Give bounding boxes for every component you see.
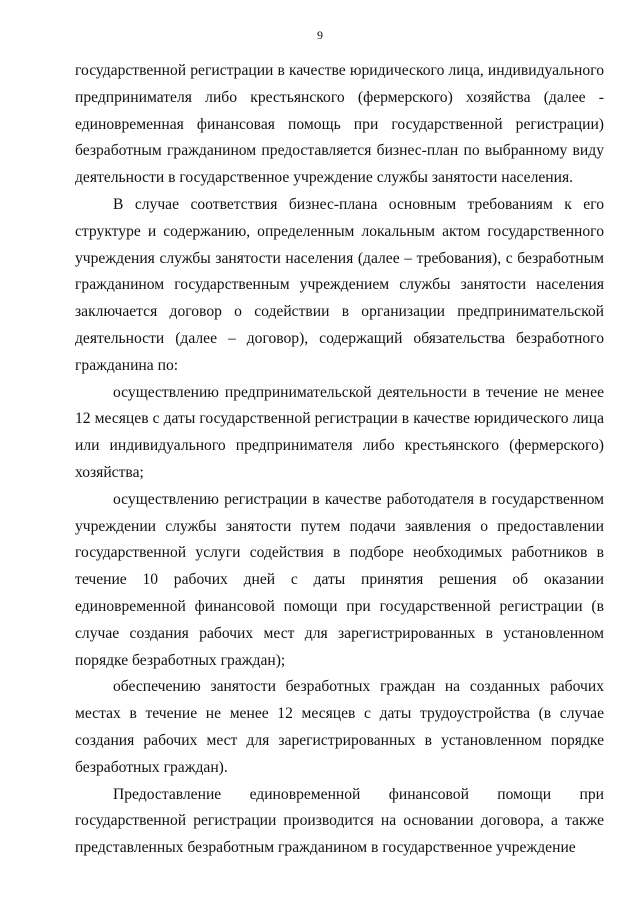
- paragraph-2: В случае соответствия бизнес-плана основным требованиям к его структуре и содержанию, определенным локальным актом государственного учреждения службы занятости населения (далее – требования), с безработным гражданином государственным учреждением службы занятости населения заключается договор о содействии в организации предпринимательской деятельности (далее – договор), содержащий обязательства безработного гражданина по:: [75, 195, 604, 374]
- paragraph-1: государственной регистрации в качестве юридического лица, индивидуального предпринимателя либо крестьянского (фермерского) хозяйства (далее - единовременная финансовая помощь при государственной регистрации) безработным гражданином предоставляется бизнес-план по выбранному виду деятельности в государственное учреждение службы занятости населения.: [75, 62, 604, 187]
- paragraph-6: Предоставление единовременной финансовой помощи при государственной регистрации производится на основании договора, а также представленных безработным гражданином в государственное учреждение: [75, 785, 604, 857]
- document-body: [75, 58, 604, 862]
- paragraph-3: осуществлению предпринимательской деятельности в течение не менее 12 месяцев с даты государственной регистрации в качестве юридического лица или индивидуального предпринимателя либо крестьянского (фермерского) хозяйства;: [75, 383, 604, 481]
- paragraph-5: обеспечению занятости безработных граждан на созданных рабочих местах в течение не менее 12 месяцев с даты трудоустройства (в случае создания рабочих мест для зарегистрированных в установленном порядке безработных граждан).: [75, 678, 604, 776]
- paragraph-4: осуществлению регистрации в качестве работодателя в государственном учреждении службы занятости путем подачи заявления о предоставлении государственной услуги содействия в подборе необходимых работников в течение 10 рабочих дней с даты принятия решения об оказании единовременной финансовой помощи при государственной регистрации (в случае создания рабочих мест для зарегистрированных в установленном порядке безработных граждан);: [75, 490, 604, 669]
- page-number: 9: [317, 28, 323, 42]
